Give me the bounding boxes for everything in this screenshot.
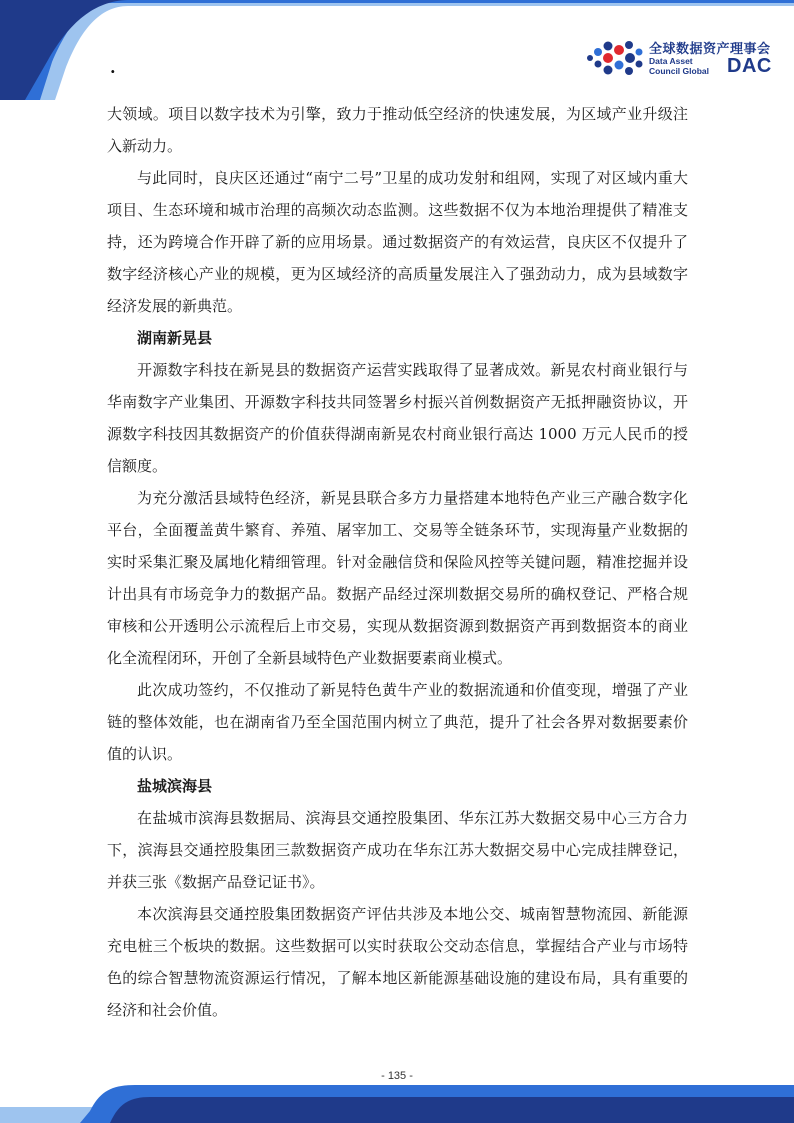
logo-abbr: DAC (727, 55, 772, 77)
paragraph: 大领域。项目以数字技术为引擎，致力于推动低空经济的快速发展，为区域产业升级注入新动力。 (107, 105, 688, 155)
footer-decoration (0, 1073, 794, 1123)
paragraph: 与此同时，良庆区还通过“南宁二号”卫星的成功发射和组网，实现了对区域内重大项目、生态环境和城市治理的高频次动态监测。这些数据不仅为本地治理提供了精准支持，还为跨境合作开辟了新的应用场景。通过数据资产的有效运营，良庆区不仅提升了数字经济核心产业的规模，更为区域经济的高质量发展注入了强劲动力，成为县域数字经济发展的新典范。 (107, 169, 688, 315)
paragraph: 此次成功签约，不仅推动了新晃特色黄牛产业的数据流通和价值变现，增强了产业链的整体效能，也在湖南省乃至全国范围内树立了典范，提升了社会各界对数据要素价值的认识。 (107, 681, 688, 763)
paragraph: 在盐城市滨海县数据局、滨海县交通控股集团、华东江苏大数据交易中心三方合力下，滨海县交通控股集团三款数据资产成功在华东江苏大数据交易中心完成挂牌登记，并获三张《数据产品登记证书》。 (107, 809, 688, 891)
page-number: - 135 - (381, 1070, 413, 1082)
section-heading: 盐城滨海县 (137, 777, 213, 795)
dac-logo-icon (585, 38, 645, 78)
logo-name-en (649, 56, 719, 76)
logo-name-en-line1: Data Asset (649, 56, 693, 66)
paragraph: 开源数字科技在新晃县的数据资产运营实践取得了显著成效。新晃农村商业银行与华南数字产业集团、开源数字科技共同签署乡村振兴首例数据资产无抵押融资协议，开源数字科技因其数据资产的价值获得湖南新晃农村商业银行高达 1000 万元人民币的授信额度。 (107, 361, 688, 475)
paragraph: 本次滨海县交通控股集团数据资产评估共涉及本地公交、城南智慧物流园、新能源充电桩三个板块的数据。这些数据可以实时获取公交动态信息，掌握结合产业与市场特色的综合智慧物流资源运行情况，了解本地区新能源基础设施的建设布局，具有重要的经济和社会价值。 (107, 905, 688, 1019)
paragraph: 为充分激活县域特色经济，新晃县联合多方力量搭建本地特色产业三产融合数字化平台，全面覆盖黄牛繁育、养殖、屠宰加工、交易等全链条环节，实现海量产业数据的实时采集汇聚及属地化精细管理。针对金融信贷和保险风控等关键问题，精准挖掘并设计出具有市场竞争力的数据产品。数据产品经过深圳数据交易所的确权登记、严格合规审核和公开透明公示流程后上市交易，实现从数据资源到数据资产再到数据资本的商业化全流程闭环，开创了全新县域特色产业数据要素商业模式。 (107, 489, 688, 667)
dac-logo (585, 38, 780, 80)
logo-name-en-line2: Council Global (649, 66, 709, 76)
header-mark: . (110, 58, 116, 77)
document-body (107, 98, 688, 1026)
section-heading: 湖南新晃县 (137, 329, 213, 347)
logo-name-cn: 全球数据资产理事会 (649, 42, 771, 57)
